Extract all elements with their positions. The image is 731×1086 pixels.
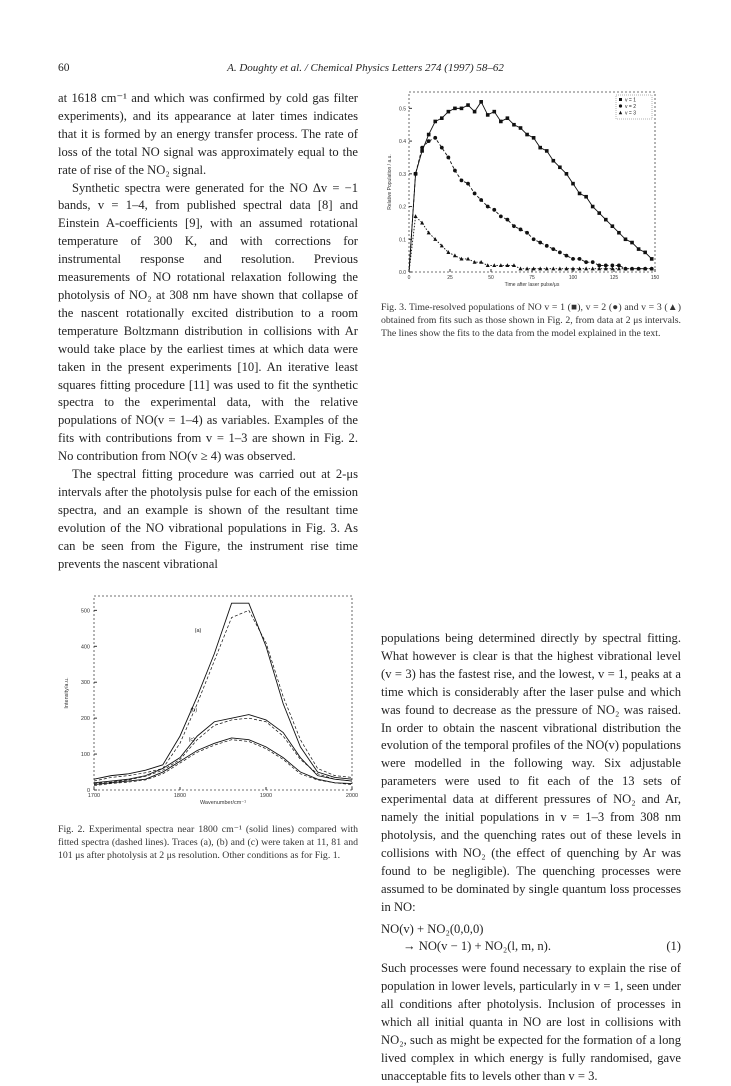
- marker-triangle: [617, 267, 621, 271]
- marker-circle: [492, 208, 496, 212]
- y-tick-label: 200: [80, 716, 90, 723]
- y-tick-label: 300: [80, 680, 90, 687]
- y-tick-label: 0.4: [399, 139, 406, 146]
- x-tick-label: 1900: [259, 793, 273, 799]
- y-tick-label: 100: [80, 752, 90, 759]
- marker-circle: [525, 231, 529, 235]
- marker-circle: [446, 156, 450, 160]
- y-tick-label: 0.5: [399, 106, 406, 113]
- x-tick-label: 25: [447, 275, 453, 281]
- dashed-trace-3: [94, 740, 352, 786]
- marker-square: [545, 149, 549, 153]
- marker-square: [440, 116, 444, 120]
- marker-circle: [558, 250, 562, 254]
- marker-square: [643, 251, 647, 255]
- marker-circle: [591, 260, 595, 264]
- marker-circle: [420, 146, 424, 150]
- marker-circle: [460, 178, 464, 182]
- equation-line-1: NO(v) + NO₂(0,0,0): [381, 921, 484, 936]
- figure-3: [381, 86, 683, 296]
- marker-circle: [499, 214, 503, 218]
- marker-triangle: [519, 267, 523, 271]
- dashed-trace-1: [94, 610, 352, 781]
- legend-marker-square: [619, 98, 622, 101]
- y-axis-label: Relative Population / a.u.: [387, 154, 393, 210]
- figure-2-chart: [58, 590, 360, 815]
- marker-circle: [486, 205, 490, 209]
- right-para-1: populations being determined directly by spectral fitting. What however is clear is that the highest vibrational level (v = 3) has the fastest rise, and the lowest, v = 1, peaks at a time which is considerably after the laser pulse and which was found to decrease as the pressure of NO₂ was raised. In order to obtain the nascent vibrational distribution the evolution of the temporal profiles of the NO(v) populations were modelled in the following way. Six adjustable parameters were used to fit each of the 13 sets of experimental data at different pressures of NO₂ and Ar, namely the initial populations in v = 1–3 from 308 nm photolysis, and the quenching rates out of these levels in collisions with NO₂ (the effect of quenching by Ar was found to be negligible). The quenching processes were assumed to be dominated by single quantum loss processes in NO:: [381, 631, 681, 914]
- equation-line-2: → NO(v − 1) + NO₂(l, m, n).: [403, 939, 552, 954]
- x-tick-label: 100: [568, 275, 578, 281]
- right-column: [381, 630, 681, 1086]
- trace-label: (c): [188, 736, 196, 743]
- marker-square: [473, 110, 477, 114]
- marker-square: [492, 110, 496, 114]
- y-tick-label: 0.0: [399, 270, 406, 276]
- marker-triangle: [486, 263, 490, 267]
- marker-circle: [414, 172, 418, 176]
- y-axis-label: Intensity/a.u.: [64, 677, 70, 709]
- y-tick-label: 0.1: [399, 237, 406, 244]
- marker-triangle: [558, 267, 562, 271]
- marker-square: [479, 100, 483, 104]
- marker-square: [571, 182, 575, 186]
- x-axis-label: Time after laser pulse/μs: [504, 282, 560, 288]
- marker-square: [597, 211, 601, 215]
- y-tick-label: 0.3: [399, 171, 406, 178]
- x-axis-label: Wavenumber/cm⁻¹: [199, 800, 247, 806]
- y-tick-label: 400: [80, 644, 90, 651]
- trace-label: (a): [194, 627, 202, 634]
- marker-circle: [433, 136, 437, 140]
- marker-triangle: [551, 267, 555, 271]
- y-tick-label: 500: [80, 608, 90, 615]
- marker-square: [486, 113, 490, 117]
- marker-square: [447, 110, 451, 114]
- trace-label: (b): [190, 707, 198, 714]
- marker-circle: [427, 139, 431, 143]
- marker-square: [460, 107, 464, 111]
- marker-square: [512, 123, 516, 127]
- x-tick-label: 125: [609, 275, 619, 281]
- left-para-1: at 1618 cm⁻¹ and which was confirmed by cold gas filter experiments), and its appearance at later times indicates that it is formed by an energy transfer process. The rate of loss of the total NO signal was approximately equal to the rate of rise of the NO₂ signal.: [58, 91, 358, 177]
- marker-square: [637, 247, 641, 251]
- marker-square: [519, 126, 523, 130]
- legend-label: v = 3: [625, 110, 636, 117]
- x-tick-label: 50: [488, 275, 494, 281]
- marker-square: [466, 103, 470, 107]
- marker-square: [499, 120, 503, 124]
- marker-square: [604, 218, 608, 222]
- marker-square: [617, 231, 621, 235]
- marker-circle: [440, 146, 444, 150]
- figure-2-caption: Fig. 2. Experimental spectra near 1800 cm⁻¹ (solid lines) compared with fitted spectra (dashed lines). Traces (a), (b) and (c) were taken at 11, 81 and 101 μs after photolysis at 2 μs resolution. Other conditions as for Fig. 1.: [58, 824, 358, 862]
- marker-circle: [466, 182, 470, 186]
- marker-square: [552, 159, 556, 163]
- marker-square: [591, 205, 595, 209]
- marker-square: [427, 133, 431, 137]
- marker-triangle: [453, 253, 457, 257]
- x-tick-label: 1800: [173, 793, 187, 799]
- y-tick-label: 0: [86, 788, 90, 794]
- marker-circle: [479, 198, 483, 202]
- y-tick-label: 0.2: [399, 204, 406, 211]
- marker-square: [525, 133, 529, 137]
- plot-frame: [94, 596, 352, 790]
- legend-marker-circle: [619, 104, 622, 107]
- legend-label: v = 2: [625, 104, 636, 110]
- marker-square: [578, 192, 582, 196]
- marker-triangle: [584, 267, 588, 271]
- marker-circle: [545, 244, 549, 248]
- left-column: [58, 90, 358, 573]
- marker-triangle: [466, 257, 470, 261]
- marker-square: [630, 241, 634, 245]
- right-para-2: Such processes were found necessary to explain the rise of population in lower levels, particularly in v = 1, seen under all conditions after photolysis. Inclusion of processes in which all initial quanta in NO are lost in collisions with NO₂, such as might be expected for the formation of a long lived complex in which energy is fully randomised, gave unacceptable fits to levels other than v = 3.: [381, 961, 681, 1083]
- x-tick-label: 0: [407, 275, 411, 281]
- marker-square: [453, 107, 457, 111]
- marker-square: [433, 120, 437, 124]
- marker-circle: [584, 260, 588, 264]
- marker-circle: [571, 257, 575, 261]
- figure-3-chart: [381, 86, 683, 296]
- marker-circle: [538, 241, 542, 245]
- marker-circle: [565, 254, 569, 258]
- marker-square: [624, 237, 628, 241]
- page-number: 60: [58, 62, 70, 74]
- fit-line-2: [409, 138, 652, 272]
- marker-square: [506, 116, 510, 120]
- marker-triangle: [591, 267, 595, 271]
- fit-line-1: [409, 102, 652, 272]
- marker-circle: [551, 247, 555, 251]
- marker-square: [565, 172, 569, 176]
- figure-3-caption: Fig. 3. Time-resolved populations of NO v = 1 (■), v = 2 (●) and v = 3 (▲) obtained from fits such as those shown in Fig. 2, from data at 2 μs intervals. The lines show the fits to the data from the model explained in the text.: [381, 302, 681, 340]
- marker-circle: [453, 169, 457, 173]
- marker-circle: [578, 257, 582, 261]
- marker-square: [558, 165, 562, 169]
- equation-1: [381, 921, 681, 957]
- running-title: A. Doughty et al. / Chemical Physics Letters 274 (1997) 58–62: [227, 62, 504, 74]
- x-tick-label: 2000: [345, 793, 359, 799]
- dashed-trace-2: [94, 718, 352, 783]
- legend-label: v = 1: [625, 97, 636, 104]
- x-tick-label: 75: [529, 275, 535, 281]
- equation-number: (1): [666, 939, 681, 954]
- left-para-3: The spectral fitting procedure was carried out at 2-μs intervals after the photolysis pulse for each of the emission spectra, and an example is shown of the resultant time evolution of the NO vibrational populations in Fig. 3. As can be seen from the Figure, the instrument rise time prevents the nascent vibrational: [58, 467, 358, 571]
- marker-circle: [506, 218, 510, 222]
- marker-triangle: [414, 214, 418, 218]
- x-tick-label: 1700: [87, 793, 101, 799]
- fit-line-3: [409, 216, 652, 272]
- marker-square: [650, 257, 654, 261]
- marker-square: [538, 146, 542, 150]
- marker-square: [532, 136, 536, 140]
- marker-triangle: [492, 263, 496, 267]
- marker-circle: [519, 228, 523, 232]
- marker-circle: [512, 224, 516, 228]
- solid-trace-1: [94, 603, 352, 779]
- marker-square: [584, 195, 588, 199]
- x-tick-label: 150: [650, 275, 660, 281]
- left-para-2: Synthetic spectra were generated for the NO Δv = −1 bands, v = 1–4, from published spectral data [8] and Einstein A-coefficients [9], with an assumed rotational temperature of 300 K, and with corrections for instrumental response and resolution. Previous measurements of NO rotational relaxation following the photolysis of NO₂ at 308 nm have shown that collapse of the nascent rotationally excited distribution to a room temperature Boltzmann distribution in collisions with Ar would take place by the earliest times at which data were taken in the present experiments [10]. An iterative least squares fitting procedure [11] was used to fit the synthetic spectra to the experimental data, with the relative populations of NO(v = 1–4) as variables. Examples of the fits with contributions from v = 1–3 are shown in Fig. 2. No contribution from NO(v ≥ 4) was observed.: [58, 180, 358, 464]
- marker-circle: [473, 192, 477, 196]
- marker-triangle: [427, 231, 431, 235]
- marker-circle: [532, 237, 536, 241]
- solid-trace-3: [94, 738, 352, 785]
- marker-square: [611, 224, 615, 228]
- marker-triangle: [545, 267, 549, 271]
- figure-2: [58, 590, 360, 815]
